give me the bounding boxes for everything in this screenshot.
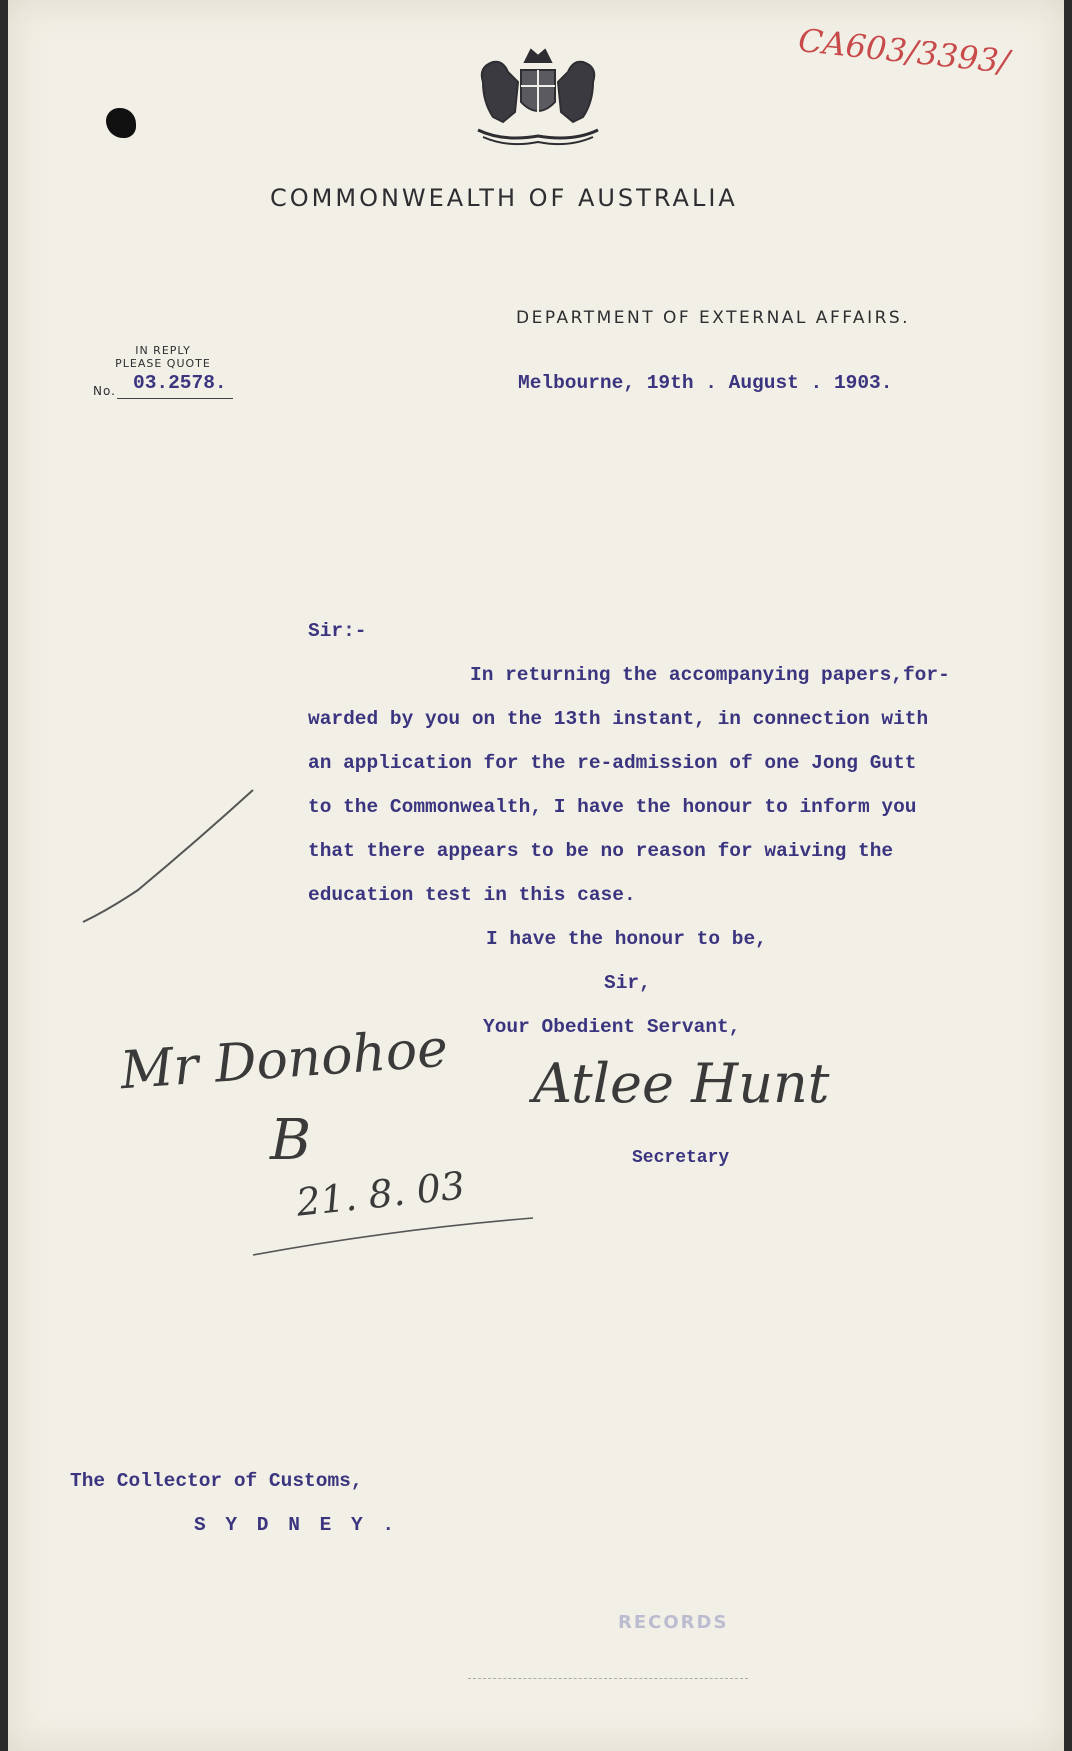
records-stamp: RECORDS xyxy=(618,1612,729,1633)
body-line-2: warded by you on the 13th instant, in connection with xyxy=(308,708,929,730)
place-and-date: Melbourne, 19th . August . 1903. xyxy=(518,372,893,394)
annotation-underline-stroke xyxy=(248,1210,538,1260)
secretary-title: Secretary xyxy=(632,1148,730,1168)
body-line-6: education test in this case. xyxy=(308,884,636,906)
closing-line-1: I have the honour to be, xyxy=(486,928,767,950)
reply-no-label: No. xyxy=(93,384,116,398)
body-line-1: In returning the accompanying papers,for- xyxy=(470,664,950,686)
closing-servant: Your Obedient Servant, xyxy=(483,1016,741,1038)
ink-blot xyxy=(106,108,136,138)
reply-line-2: PLEASE QUOTE xyxy=(115,357,211,370)
salutation: Sir:- xyxy=(308,620,367,642)
margin-pencil-stroke xyxy=(78,770,278,930)
handwritten-annotation-initial: B xyxy=(270,1108,312,1173)
reply-underline xyxy=(117,398,233,399)
reply-line-1: IN REPLY xyxy=(135,344,191,357)
handwritten-archive-reference: CA603/3393/ xyxy=(796,21,1012,81)
letter-page xyxy=(8,0,1064,1751)
addressee-line-1: The Collector of Customs, xyxy=(70,1470,363,1492)
coat-of-arms-emblem xyxy=(463,42,613,150)
body-line-4: to the Commonwealth, I have the honour to inform you xyxy=(308,796,917,818)
handwritten-annotation-date: 21. 8. 03 xyxy=(294,1163,468,1225)
bottom-faint-rule xyxy=(468,1678,748,1679)
closing-sir: Sir, xyxy=(604,972,651,994)
handwritten-annotation-name: Mr Donohoe xyxy=(118,1018,450,1102)
secretary-signature: Atlee Hunt xyxy=(533,1052,830,1115)
letterhead-department: DEPARTMENT OF EXTERNAL AFFAIRS. xyxy=(516,308,911,328)
addressee-line-2: S Y D N E Y . xyxy=(194,1514,399,1536)
reply-reference-block xyxy=(93,344,233,400)
letterhead-title: COMMONWEALTH OF AUSTRALIA xyxy=(270,184,738,212)
body-line-5: that there appears to be no reason for waiving the xyxy=(308,840,894,862)
reply-number: 03.2578. xyxy=(133,372,227,394)
body-line-3: an application for the re-admission of one Jong Gutt xyxy=(308,752,917,774)
